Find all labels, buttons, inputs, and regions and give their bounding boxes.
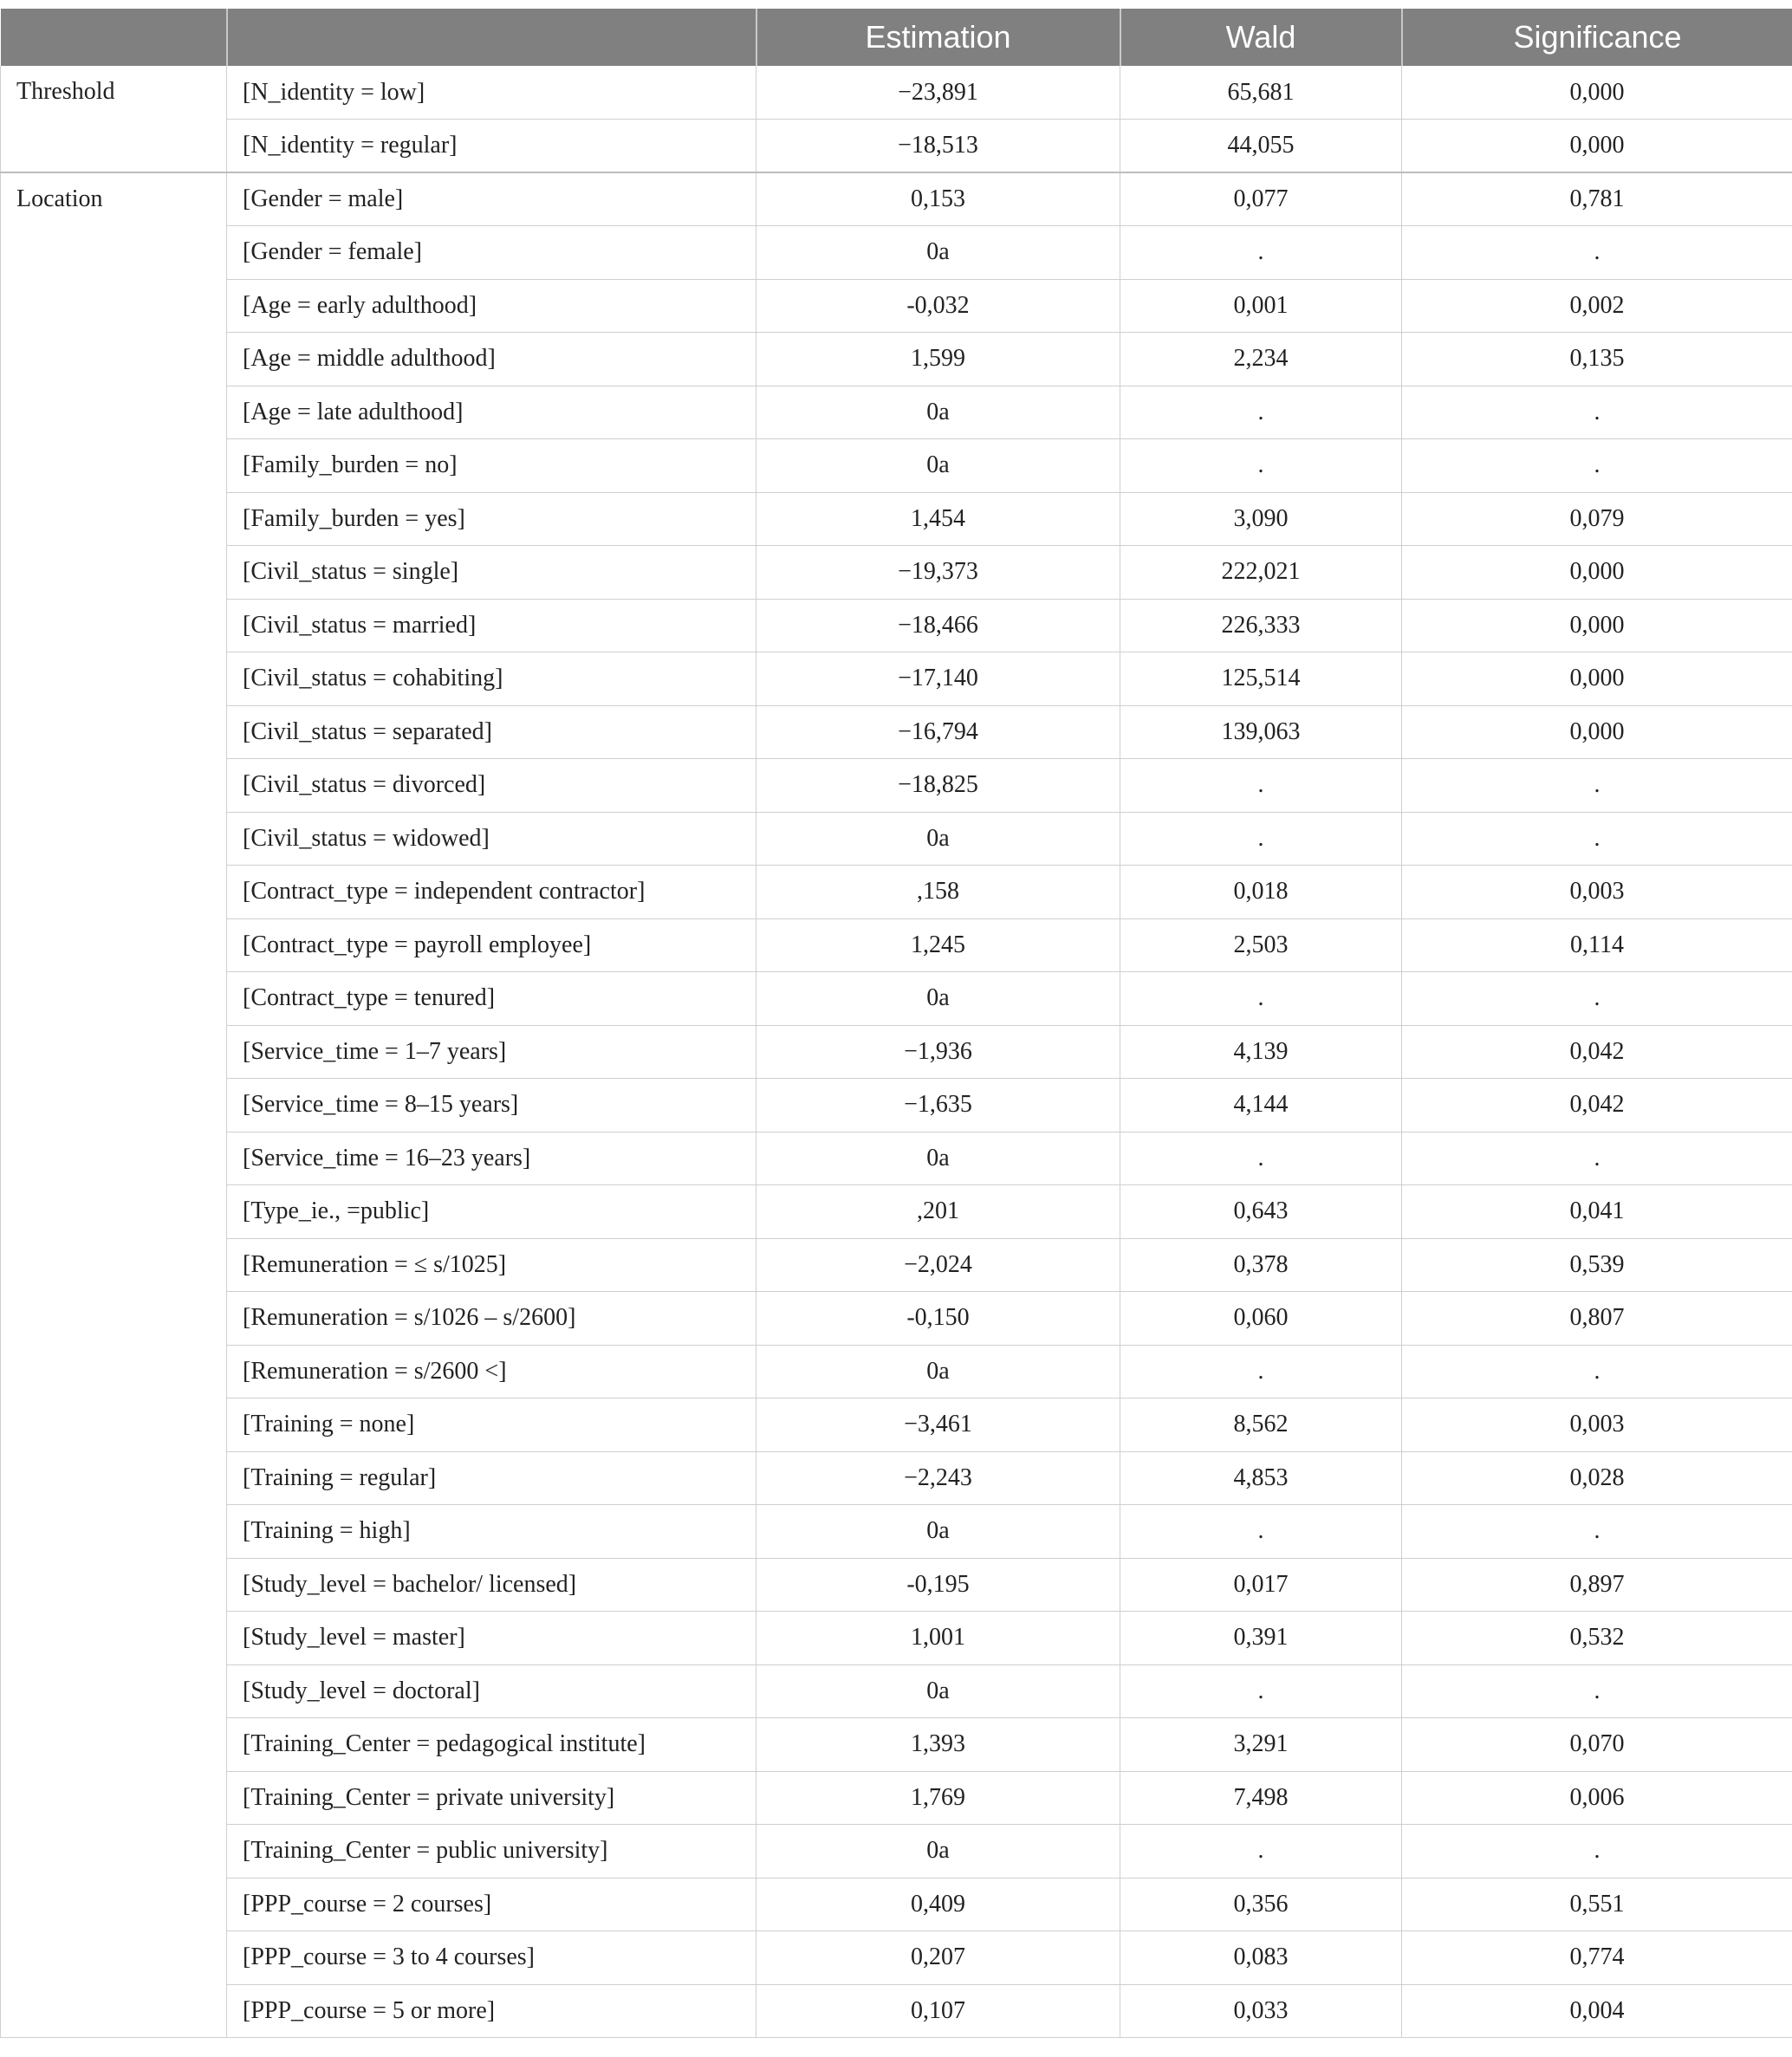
variable-cell: [Training = high] (227, 1505, 756, 1559)
table-row (1, 1771, 1792, 1825)
significance-cell: 0,774 (1402, 1931, 1792, 1985)
significance-cell: 0,006 (1402, 1771, 1792, 1825)
significance-cell: 0,807 (1402, 1292, 1792, 1346)
significance-cell: 0,135 (1402, 333, 1792, 386)
wald-cell: 3,291 (1120, 1718, 1402, 1772)
wald-cell: 0,077 (1120, 172, 1402, 226)
significance-cell: . (1402, 759, 1792, 813)
variable-cell: [Study_level = doctoral] (227, 1664, 756, 1718)
estimation-cell: −1,936 (756, 1025, 1120, 1079)
estimation-cell: 0a (756, 1825, 1120, 1879)
wald-cell: 2,234 (1120, 333, 1402, 386)
estimation-cell: −19,373 (756, 546, 1120, 600)
header-group (1, 9, 227, 66)
significance-cell: . (1402, 1505, 1792, 1559)
variable-cell: [Training_Center = public university] (227, 1825, 756, 1879)
variable-cell: [Civil_status = cohabiting] (227, 652, 756, 706)
variable-cell: [Remuneration = ≤ s/1025] (227, 1238, 756, 1292)
table-row (1, 1558, 1792, 1612)
significance-cell: 0,000 (1402, 599, 1792, 652)
variable-cell: [N_identity = low] (227, 66, 756, 120)
table-row (1, 1612, 1792, 1665)
table-row (1, 1398, 1792, 1452)
variable-cell: [N_identity = regular] (227, 120, 756, 173)
estimation-cell: 0a (756, 1505, 1120, 1559)
variable-cell: [Type_ie., =public] (227, 1185, 756, 1239)
table-row (1, 226, 1792, 280)
significance-cell: 0,114 (1402, 918, 1792, 972)
table-row (1, 1238, 1792, 1292)
variable-cell: [Study_level = master] (227, 1612, 756, 1665)
estimation-cell: 0a (756, 1345, 1120, 1398)
group-label: Threshold (1, 66, 227, 172)
table-row (1, 1292, 1792, 1346)
table-row (1, 439, 1792, 493)
significance-cell: . (1402, 386, 1792, 439)
wald-cell: 0,001 (1120, 279, 1402, 333)
table-row (1, 1451, 1792, 1505)
table-row (1, 279, 1792, 333)
wald-cell: 4,853 (1120, 1451, 1402, 1505)
estimation-cell: −18,466 (756, 599, 1120, 652)
estimation-cell: 0,153 (756, 172, 1120, 226)
table-row (1, 972, 1792, 1026)
table-row (1, 918, 1792, 972)
significance-cell: 0,003 (1402, 1398, 1792, 1452)
group-label: Location (1, 172, 227, 2038)
table-row (1, 1505, 1792, 1559)
significance-cell: . (1402, 1825, 1792, 1879)
table-row (1, 652, 1792, 706)
wald-cell: 226,333 (1120, 599, 1402, 652)
wald-cell: 0,018 (1120, 866, 1402, 919)
variable-cell: [Civil_status = separated] (227, 705, 756, 759)
wald-cell: 0,033 (1120, 1984, 1402, 2038)
table-body (1, 66, 1792, 2038)
variable-cell: [Gender = male] (227, 172, 756, 226)
wald-cell: . (1120, 226, 1402, 280)
wald-cell: 0,643 (1120, 1185, 1402, 1239)
header-significance: Significance (1402, 9, 1792, 66)
table-row (1, 1079, 1792, 1132)
table-row (1, 759, 1792, 813)
wald-cell: 8,562 (1120, 1398, 1402, 1452)
results-table (0, 9, 1792, 2038)
variable-cell: [Training_Center = private university] (227, 1771, 756, 1825)
estimation-cell: 1,001 (756, 1612, 1120, 1665)
variable-cell: [Age = early adulthood] (227, 279, 756, 333)
wald-cell: 125,514 (1120, 652, 1402, 706)
estimation-cell: 1,393 (756, 1718, 1120, 1772)
estimation-cell: 1,245 (756, 918, 1120, 972)
variable-cell: [Gender = female] (227, 226, 756, 280)
wald-cell: 0,083 (1120, 1931, 1402, 1985)
variable-cell: [Civil_status = widowed] (227, 812, 756, 866)
table-row (1, 333, 1792, 386)
wald-cell: . (1120, 1505, 1402, 1559)
wald-cell: 2,503 (1120, 918, 1402, 972)
estimation-cell: ,201 (756, 1185, 1120, 1239)
significance-cell: 0,000 (1402, 652, 1792, 706)
wald-cell: . (1120, 812, 1402, 866)
variable-cell: [Civil_status = married] (227, 599, 756, 652)
estimation-cell: 0,107 (756, 1984, 1120, 2038)
table-row (1, 1025, 1792, 1079)
wald-cell: 139,063 (1120, 705, 1402, 759)
variable-cell: [Service_time = 8–15 years] (227, 1079, 756, 1132)
table-row (1, 1664, 1792, 1718)
estimation-cell: 1,599 (756, 333, 1120, 386)
significance-cell: 0,551 (1402, 1878, 1792, 1931)
estimation-cell: −2,243 (756, 1451, 1120, 1505)
variable-cell: [PPP_course = 5 or more] (227, 1984, 756, 2038)
estimation-cell: 0a (756, 386, 1120, 439)
significance-cell: 0,000 (1402, 705, 1792, 759)
wald-cell: 222,021 (1120, 546, 1402, 600)
estimation-cell: -0,032 (756, 279, 1120, 333)
wald-cell: 4,139 (1120, 1025, 1402, 1079)
estimation-cell: 0a (756, 439, 1120, 493)
table-row (1, 1718, 1792, 1772)
significance-cell: 0,004 (1402, 1984, 1792, 2038)
variable-cell: [Training_Center = pedagogical institute] (227, 1718, 756, 1772)
wald-cell: 44,055 (1120, 120, 1402, 173)
significance-cell: . (1402, 812, 1792, 866)
significance-cell: . (1402, 972, 1792, 1026)
wald-cell: 0,391 (1120, 1612, 1402, 1665)
wald-cell: . (1120, 1345, 1402, 1398)
variable-cell: [Service_time = 16–23 years] (227, 1132, 756, 1185)
significance-cell: 0,781 (1402, 172, 1792, 226)
variable-cell: [Contract_type = independent contractor] (227, 866, 756, 919)
wald-cell: . (1120, 1132, 1402, 1185)
significance-cell: 0,532 (1402, 1612, 1792, 1665)
variable-cell: [PPP_course = 2 courses] (227, 1878, 756, 1931)
table-row (1, 1345, 1792, 1398)
wald-cell: 3,090 (1120, 492, 1402, 546)
variable-cell: [Family_burden = yes] (227, 492, 756, 546)
table-row (1, 546, 1792, 600)
estimation-cell: 1,769 (756, 1771, 1120, 1825)
wald-cell: . (1120, 1825, 1402, 1879)
significance-cell: 0,028 (1402, 1451, 1792, 1505)
header-estimation: Estimation (756, 9, 1120, 66)
wald-cell: 0,017 (1120, 1558, 1402, 1612)
variable-cell: [Age = late adulthood] (227, 386, 756, 439)
table-row (1, 1984, 1792, 2038)
wald-cell: . (1120, 386, 1402, 439)
estimation-cell: −1,635 (756, 1079, 1120, 1132)
estimation-cell: −17,140 (756, 652, 1120, 706)
significance-cell: . (1402, 439, 1792, 493)
variable-cell: [Study_level = bachelor/ licensed] (227, 1558, 756, 1612)
variable-cell: [Training = regular] (227, 1451, 756, 1505)
estimation-cell: 0,409 (756, 1878, 1120, 1931)
estimation-cell: −16,794 (756, 705, 1120, 759)
variable-cell: [Civil_status = single] (227, 546, 756, 600)
variable-cell: [Contract_type = payroll employee] (227, 918, 756, 972)
wald-cell: . (1120, 759, 1402, 813)
estimation-cell: 0a (756, 226, 1120, 280)
estimation-cell: -0,195 (756, 1558, 1120, 1612)
significance-cell: . (1402, 1345, 1792, 1398)
variable-cell: [Contract_type = tenured] (227, 972, 756, 1026)
estimation-cell: −18,825 (756, 759, 1120, 813)
estimation-cell: 0a (756, 812, 1120, 866)
table-row (1, 1878, 1792, 1931)
wald-cell: 0,356 (1120, 1878, 1402, 1931)
estimation-cell: 0a (756, 972, 1120, 1026)
table-row (1, 599, 1792, 652)
significance-cell: 0,539 (1402, 1238, 1792, 1292)
table-row (1, 172, 1792, 226)
significance-cell: 0,003 (1402, 866, 1792, 919)
estimation-cell: −18,513 (756, 120, 1120, 173)
estimation-cell: −3,461 (756, 1398, 1120, 1452)
variable-cell: [Training = none] (227, 1398, 756, 1452)
wald-cell: 7,498 (1120, 1771, 1402, 1825)
variable-cell: [Service_time = 1–7 years] (227, 1025, 756, 1079)
table-row (1, 120, 1792, 173)
estimation-cell: 1,454 (756, 492, 1120, 546)
significance-cell: 0,070 (1402, 1718, 1792, 1772)
wald-cell: . (1120, 439, 1402, 493)
wald-cell: 65,681 (1120, 66, 1402, 120)
table-row (1, 66, 1792, 120)
table-row (1, 705, 1792, 759)
significance-cell: 0,079 (1402, 492, 1792, 546)
table-row (1, 386, 1792, 439)
table-row (1, 1825, 1792, 1879)
significance-cell: 0,041 (1402, 1185, 1792, 1239)
significance-cell: 0,897 (1402, 1558, 1792, 1612)
variable-cell: [Remuneration = s/1026 – s/2600] (227, 1292, 756, 1346)
variable-cell: [PPP_course = 3 to 4 courses] (227, 1931, 756, 1985)
variable-cell: [Remuneration = s/2600 <] (227, 1345, 756, 1398)
table-row (1, 492, 1792, 546)
estimation-cell: 0,207 (756, 1931, 1120, 1985)
estimation-cell: -0,150 (756, 1292, 1120, 1346)
variable-cell: [Family_burden = no] (227, 439, 756, 493)
significance-cell: . (1402, 1132, 1792, 1185)
estimation-cell: 0a (756, 1664, 1120, 1718)
wald-cell: 0,378 (1120, 1238, 1402, 1292)
variable-cell: [Civil_status = divorced] (227, 759, 756, 813)
significance-cell: 0,000 (1402, 66, 1792, 120)
estimation-cell: ,158 (756, 866, 1120, 919)
table-row (1, 1931, 1792, 1985)
variable-cell: [Age = middle adulthood] (227, 333, 756, 386)
table-row (1, 1132, 1792, 1185)
significance-cell: 0,042 (1402, 1079, 1792, 1132)
significance-cell: 0,042 (1402, 1025, 1792, 1079)
significance-cell: . (1402, 1664, 1792, 1718)
wald-cell: 4,144 (1120, 1079, 1402, 1132)
significance-cell: . (1402, 226, 1792, 280)
significance-cell: 0,000 (1402, 120, 1792, 173)
significance-cell: 0,002 (1402, 279, 1792, 333)
header-variable (227, 9, 756, 66)
table-row (1, 812, 1792, 866)
estimation-cell: −23,891 (756, 66, 1120, 120)
wald-cell: 0,060 (1120, 1292, 1402, 1346)
estimation-cell: 0a (756, 1132, 1120, 1185)
header-row (1, 9, 1792, 66)
table-row (1, 1185, 1792, 1239)
wald-cell: . (1120, 1664, 1402, 1718)
wald-cell: . (1120, 972, 1402, 1026)
estimation-cell: −2,024 (756, 1238, 1120, 1292)
table-row (1, 866, 1792, 919)
header-wald: Wald (1120, 9, 1402, 66)
significance-cell: 0,000 (1402, 546, 1792, 600)
